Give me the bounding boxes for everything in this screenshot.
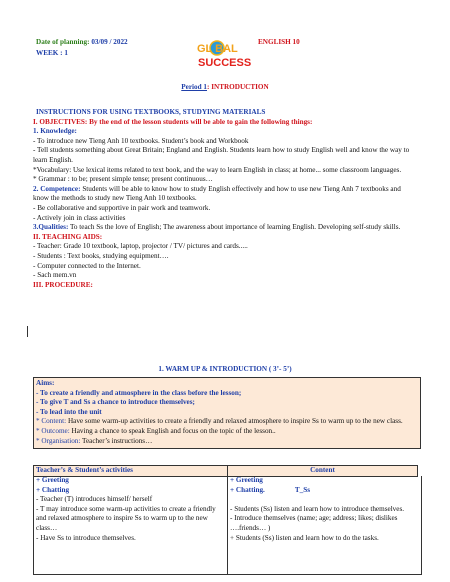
logo-text-bottom: SUCCESS	[198, 57, 252, 69]
outcome-text: Having a chance to speak English and focus on the topic of the lesson..	[69, 426, 276, 435]
subject-label: ENGLISH 10	[258, 38, 300, 46]
left-chatting: + Chatting	[36, 485, 70, 494]
right-chatting-pair: T_Ss	[294, 485, 311, 494]
period-label: Period 1	[181, 83, 208, 91]
right-greeting: + Greeting	[230, 476, 263, 484]
organisation-label: * Organisation:	[36, 436, 81, 445]
logo-text-top: GL BAL	[197, 43, 238, 55]
activities-table	[33, 465, 419, 575]
aid-item-2: - Students : Text books, studying equipment….	[33, 251, 169, 260]
left-item-3: - Teacher (T) introduces himself/ herself	[36, 495, 153, 504]
qualities-paragraph	[33, 223, 417, 233]
col-activities-body	[33, 476, 228, 575]
objectives-heading: I. OBJECTIVES: By the end of the lesson students will be able to gain the following things:	[33, 117, 313, 126]
date-value: 03/09 / 2022	[91, 38, 128, 46]
aim-3: - To lead into the unit	[36, 407, 102, 416]
left-greeting: + Greeting	[36, 476, 69, 484]
knowledge-item-2: - Tell students something about Great Britain; England and English. Students learn how to study English well and know the way to learn English.	[33, 146, 410, 164]
competence-heading: 2. Competence:	[33, 184, 81, 193]
right-spacer	[230, 495, 421, 505]
right-item-5: + Students (Ss) listen and learn how to do the tasks.	[230, 533, 379, 542]
lesson-body	[33, 108, 417, 290]
knowledge-heading: 1. Knowledge:	[33, 127, 77, 136]
aim-1: - To create a friendly and atmosphere in the class before the lesson;	[36, 388, 242, 397]
aims-content	[36, 417, 418, 427]
week-label: WEEK : 1	[36, 49, 68, 57]
grammar-item: * Grammar : to be; present simple tense; present continuous…	[33, 175, 213, 184]
competence-item-2: - Be collaborative and supportive in pair work and teamwork.	[33, 203, 211, 212]
qualities-heading: 3.Qualities:	[33, 223, 69, 232]
col-content-header: Content	[227, 465, 418, 477]
date-label: Date of planning:	[36, 38, 90, 46]
procedure-heading: III. PROCEDURE:	[33, 280, 93, 289]
instructions-heading: INSTRUCTIONS FOR USING TEXTBOOKS, STUDYING MATERIALS	[36, 108, 266, 116]
competence-item-3: - Actively join in class activities	[33, 213, 126, 222]
right-chatting-label: + Chatting.	[230, 485, 265, 494]
aims-organisation	[36, 437, 418, 447]
warm-up-title: 1. WARM UP & INTRODUCTION ( 3’- 5’)	[158, 365, 292, 373]
aims-title: Aims:	[36, 379, 55, 387]
text-cursor-bar	[27, 326, 28, 337]
right-chatting	[230, 486, 421, 496]
global-success-logo	[195, 38, 253, 74]
aims-outcome	[36, 427, 418, 437]
content-text: Have some warm-up activities to create a friendly and relaxed atmosphere to inspire Ss to warm up to the new class.	[66, 417, 403, 426]
competence-paragraph	[33, 185, 417, 204]
competence-text: Students will be able to know how to study English effectively and how to use new Tieng Anh 7 textbooks and know the methods to study new Tieng Anh 10 textbooks.	[33, 184, 401, 203]
right-item-3: - Students (Ss) listen and learn how to introduce themselves.	[230, 504, 405, 513]
aid-item-1: - Teacher: Grade 10 textbook, laptop, projector / TV/ pictures and cards.....	[33, 242, 248, 251]
period-text: : INTRODUCTION	[207, 83, 269, 91]
organisation-text: Teacher’s instructions…	[80, 436, 153, 445]
aid-item-3: - Computer connected to the Internet.	[33, 261, 141, 270]
vocabulary-item: *Vocabulary: Use lexical items related to text book, and the way to learn English in class; at home... some classroom languages.	[33, 165, 402, 174]
col-content-body	[227, 476, 422, 575]
left-item-4: - T may introduce some warm-up activities to create a friendly and relaxed atmosphere to inspire Ss to warm up to the new class…	[36, 504, 216, 532]
knowledge-item-1: - To introduce new Tieng Anh 10 textbooks. Student’s book and Workbook	[33, 136, 249, 145]
right-item-4: - Introduce themselves (name; age; address; likes; dislikes ….friends… )	[230, 514, 398, 532]
qualities-text: To teach Ss the love of English; The awareness about importance of learning English. Developing self-study skills.	[68, 223, 401, 232]
content-label: * Content:	[36, 417, 67, 426]
left-item-5: - Have Ss to introduce themselves.	[36, 533, 136, 542]
col-activities-header: Teacher’s & Student’s activities	[33, 465, 228, 477]
period-title	[0, 83, 450, 93]
aid-item-4: - Sach mem.vn	[33, 271, 77, 280]
teaching-aids-heading: II. TEACHING AIDS:	[33, 232, 103, 241]
date-of-planning	[36, 38, 128, 48]
aims-box	[33, 377, 421, 449]
outcome-label: * Outcome:	[36, 426, 70, 435]
aim-2: - To give T and Ss a chance to introduce themselves;	[36, 398, 195, 407]
